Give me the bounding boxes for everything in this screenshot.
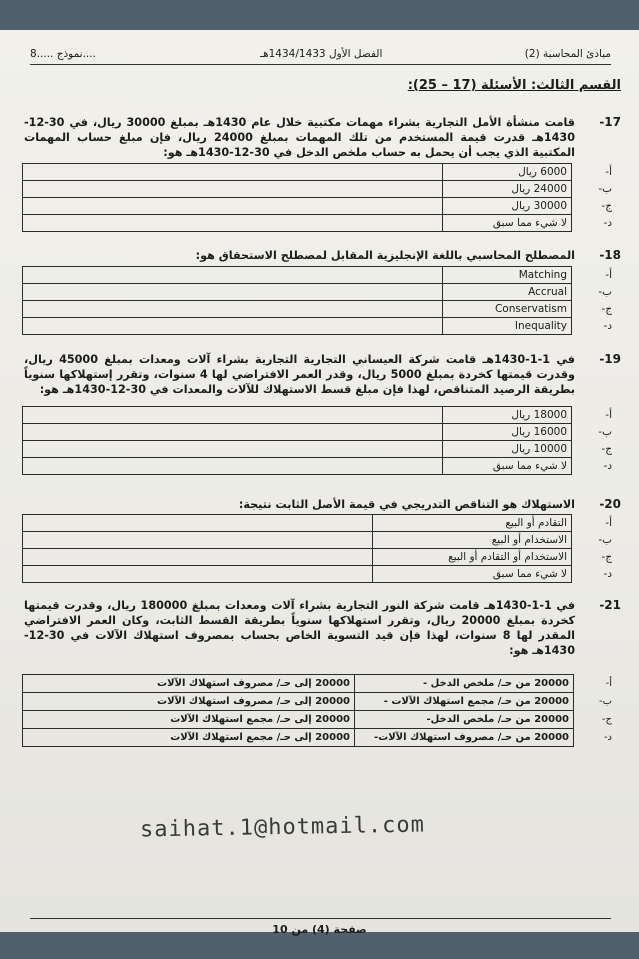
section-title: القسم الثالث: الأسئلة (17 – 25): [407, 78, 621, 93]
option-row[interactable]: أ- التقادم أو البيع [23, 515, 619, 532]
question-text: في 1-1-1430هـ قامت شركة العيساني التجارية التجارية بشراء آلات ومعدات بمبلغ 45000 ريال، وقدرت قيمتها كخردة بمبلغ 5000 ريال، وقدر العمر الافتراضي لها 4 سنوات، وتقرر إستهلاكها سنوياً بطريقة الرصيد المتناقص، لهذا فإن مبلغ قسط الاستهلاك للآلات والمعدات في 30-12-1430هـ هو: [24, 353, 575, 396]
option-row[interactable]: ج- الاستخدام أو التقادم أو البيع [23, 549, 619, 566]
question-number: -21 [599, 598, 621, 612]
question-text: قامت منشأة الأمل التجارية بشراء مهمات مكتبية خلال عام 1430هـ بمبلغ 30000 ريال، في 30-12-1430هـ قدرت قيمة المستخدم من تلك المهمات بمبلغ 24000 ريال، فإن مبلغ حساب المهمات المكتبية الذي يجب أن يحمل به حساب ملخص الدخل في 30-12-1430هـ هو: [24, 116, 575, 159]
option-row[interactable]: د- Inequality [23, 318, 619, 335]
option-row[interactable]: ب- 20000 من حـ/ مجمع استهلاك الآلات - 20000 إلى حـ/ مصروف استهلاك الآلات [23, 693, 619, 711]
question-text: الاستهلاك هو التناقص التدريجي في قيمة الأصل الثابت نتيجة: [238, 498, 575, 511]
question-text: المصطلح المحاسبي باللغة الإنجليزية المقابل لمصطلح الاستحقاق هو: [195, 249, 575, 262]
page-number: صفحة (4) من 10 [272, 923, 367, 936]
course-title: مبادئ المحاسبة (2) [524, 48, 611, 60]
option-row[interactable]: ب- 24000 ريال [23, 181, 619, 198]
option-row[interactable]: ب- الاستخدام أو البيع [23, 532, 619, 549]
option-row[interactable]: ب- Accrual [23, 284, 619, 301]
question-21 [24, 598, 621, 658]
question-number: -19 [599, 352, 621, 366]
question-19 [24, 352, 621, 397]
option-row[interactable]: أ- Matching [23, 267, 619, 284]
page-header [30, 48, 611, 64]
option-row[interactable]: د- لا شيء مما سبق [23, 215, 619, 232]
question-number: -18 [599, 248, 621, 262]
option-row[interactable]: ج- Conservatism [23, 301, 619, 318]
question-number: -17 [599, 115, 621, 129]
journal-options-table [22, 674, 618, 747]
option-row[interactable]: د- لا شيء مما سبق [23, 458, 619, 475]
options-table [22, 163, 618, 232]
options-table [22, 266, 618, 335]
options-table [22, 406, 618, 475]
option-row[interactable]: د- لا شيء مما سبق [23, 566, 619, 583]
handwritten-email: saihat.1@hotmail.com [139, 812, 426, 843]
semester-label: الفصل الأول 1434/1433هـ [260, 48, 383, 60]
question-text: في 1-1-1430هـ قامت شركة النور التجارية بشراء آلات ومعدات بمبلغ 180000 ريال، وقدرت قيمتها كخردة بمبلغ 20000 ريال، وتقرر استهلاكها سنوياً بطريقة القسط الثابت، وكان العمر الافتراضي المقدر لها 8 سنوات، لهذا فإن قيد التسوية الخاص بحساب بمصروف استهلاك الآلات في 30-12-1430هـ هو: [24, 599, 576, 657]
footer-divider [30, 918, 611, 919]
question-17 [24, 115, 621, 160]
option-row[interactable]: أ- 6000 ريال [23, 164, 619, 181]
exam-page [0, 30, 639, 936]
option-row[interactable]: ج- 10000 ريال [23, 441, 619, 458]
option-row[interactable]: ج- 30000 ريال [23, 198, 619, 215]
option-row[interactable]: أ- 18000 ريال [23, 407, 619, 424]
model-number: نموذج .....8.... [30, 48, 96, 60]
option-row[interactable]: د- 20000 من حـ/ مصروف استهلاك الآلات- 20000 إلى حـ/ مجمع استهلاك الآلات [23, 729, 619, 747]
header-divider [30, 64, 611, 65]
option-row[interactable]: ب- 16000 ريال [23, 424, 619, 441]
option-row[interactable]: ج- 20000 من حـ/ ملخص الدخل- 20000 إلى حـ/ مجمع استهلاك الآلات [23, 711, 619, 729]
options-table [22, 514, 618, 583]
question-20 [24, 497, 621, 512]
question-number: -20 [599, 497, 621, 511]
question-18 [24, 248, 621, 263]
option-row[interactable]: أ- 20000 من حـ/ ملخص الدخل - 20000 إلى حـ/ مصروف استهلاك الآلات [23, 675, 619, 693]
